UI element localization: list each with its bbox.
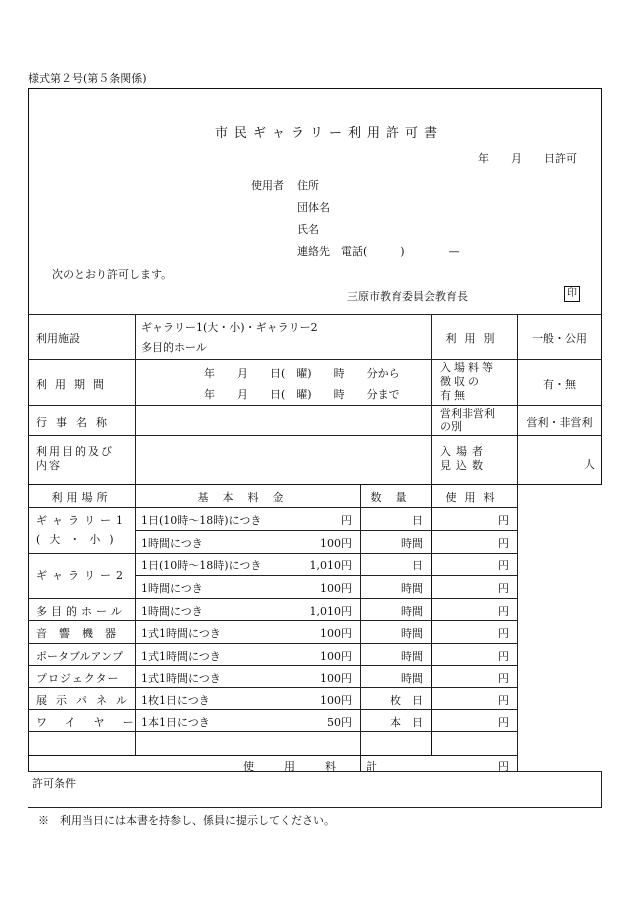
rule <box>28 507 517 508</box>
purpose-label <box>36 445 114 473</box>
rule <box>28 314 602 315</box>
row-place: ギャラリー2 <box>36 569 128 582</box>
profit-type-label-2: の別 <box>440 420 462 433</box>
seal-stamp: 印 <box>564 286 580 302</box>
row-quantity: 本 日 <box>390 716 423 729</box>
applicant-name-label: 氏名 <box>297 223 319 236</box>
row-quantity: 時間 <box>401 605 423 618</box>
rule <box>135 530 517 531</box>
row-place: ギャラリー1 <box>36 514 128 527</box>
row-fee: 円 <box>498 650 509 663</box>
rule <box>28 405 602 406</box>
row-fee: 円 <box>498 582 509 595</box>
attendance-unit: 人 <box>584 458 595 471</box>
rule <box>28 359 602 360</box>
row-basis: 1日(10時〜18時)につき <box>141 514 262 527</box>
profit-type-label-1: 営利非営利 <box>440 407 495 420</box>
row-fee: 円 <box>498 627 509 640</box>
row-price: 円 <box>341 514 352 527</box>
row-quantity: 日 <box>412 559 423 572</box>
row-quantity: 日 <box>412 514 423 527</box>
row-price: 1,010円 <box>309 559 352 572</box>
row-fee: 円 <box>498 537 509 550</box>
rule <box>28 553 517 554</box>
row-price: 50円 <box>327 716 352 729</box>
document-title: 市民ギャラリー利用許可書 <box>215 126 444 141</box>
row-basis: 1枚1日につき <box>141 694 210 707</box>
rule <box>28 755 432 756</box>
fee-collection-label-3: 有無 <box>440 389 468 402</box>
row-quantity: 時間 <box>401 672 423 685</box>
total-label: 使用料計 <box>243 760 407 773</box>
conditions-label: 許可条件 <box>32 777 76 790</box>
fee-collection-label-2: 徴収の <box>440 375 482 388</box>
row-place: ワイヤー <box>36 716 152 729</box>
period-to: 年 月 日( 曜) 時 分まで <box>204 388 400 401</box>
row-place: プロジェクター <box>36 672 120 685</box>
facility-options-line2: 多目的ホール <box>141 341 207 354</box>
facility-label <box>36 330 128 346</box>
attendance-label <box>440 445 488 473</box>
facility-label-text: 利用施設 <box>36 332 80 345</box>
row-place: ポータブルアンプ <box>36 650 124 663</box>
issuer-name: 三原市教育委員会教育長 <box>347 290 468 303</box>
rule <box>28 807 602 808</box>
row-place: 展示パネル <box>36 694 136 707</box>
rule <box>135 575 517 576</box>
row-basis: 1本1日につき <box>141 716 210 729</box>
purpose-label-2: 内容 <box>36 459 62 472</box>
row-basis: 1時間につき <box>141 605 203 618</box>
row-price: 1,010円 <box>309 605 352 618</box>
header-quantity: 数量 <box>370 491 421 504</box>
rule <box>28 731 517 732</box>
row-price: 100円 <box>320 582 352 595</box>
rule <box>601 771 602 807</box>
row-quantity: 時間 <box>401 582 423 595</box>
permit-statement: 次のとおり許可します。 <box>52 268 173 281</box>
profit-type-value: 営利・非営利 <box>526 416 593 429</box>
attendance-label-2: 見込数 <box>440 459 488 472</box>
row-fee: 円 <box>498 672 509 685</box>
applicant-group-label: 団体名 <box>297 201 330 214</box>
row-basis: 1式1時間につき <box>141 650 221 663</box>
row-place: 音響機器 <box>36 627 128 640</box>
row-basis: 1時間につき <box>141 537 203 550</box>
row-price: 100円 <box>320 627 352 640</box>
fee-collection-value: 有・無 <box>543 378 576 391</box>
row-fee: 円 <box>498 694 509 707</box>
applicant-address-label: 住所 <box>297 179 319 192</box>
rule <box>517 485 518 771</box>
rule <box>28 598 517 599</box>
period-label: 利用期間 <box>36 378 112 391</box>
attendance-label-1: 入場者 <box>440 445 488 458</box>
applicant-contact-label: 連絡先 電話( ) — <box>297 245 460 258</box>
row-quantity: 時間 <box>401 537 423 550</box>
applicant-label: 使用者 <box>251 179 284 192</box>
row-fee: 円 <box>498 559 509 572</box>
usage-type-label: 利用別 <box>445 332 503 345</box>
footnote: ※ 利用当日には本書を持参し、係員に提示してください。 <box>38 814 335 827</box>
purpose-label-1: 利用目的及び <box>36 445 114 458</box>
rule <box>28 709 517 710</box>
period-from: 年 月 日( 曜) 時 分から <box>204 367 400 380</box>
header-basic-fee: 基本料金 <box>197 491 298 504</box>
facility-options-line1: ギャラリー1(大・小)・ギャラリー2 <box>141 321 318 334</box>
total-fee: 円 <box>498 760 509 773</box>
row-quantity: 枚 日 <box>390 694 423 707</box>
permit-date: 年 月 日許可 <box>478 152 577 165</box>
row-quantity: 時間 <box>401 627 423 640</box>
row-price: 100円 <box>320 650 352 663</box>
row-place: (大・小) <box>36 533 123 546</box>
row-price: 100円 <box>320 672 352 685</box>
row-price: 100円 <box>320 537 352 550</box>
rule <box>431 755 517 756</box>
rule <box>28 435 602 436</box>
row-basis: 1日(10時〜18時)につき <box>141 559 262 572</box>
fee-collection-label <box>440 361 496 403</box>
rule <box>135 314 136 485</box>
row-quantity: 時間 <box>401 650 423 663</box>
header-place: 利用場所 <box>51 491 112 504</box>
usage-type-value: 一般・公用 <box>532 332 587 345</box>
rule <box>28 485 29 771</box>
row-basis: 1式1時間につき <box>141 627 221 640</box>
form-number: 様式第２号(第５条関係) <box>28 72 147 85</box>
profit-type-label <box>440 407 495 433</box>
rule <box>28 620 517 621</box>
row-fee: 円 <box>498 514 509 527</box>
rule <box>28 665 517 666</box>
event-name-label: 行事名称 <box>36 416 116 429</box>
rule <box>28 643 517 644</box>
fee-collection-label-1: 入場料等 <box>440 361 496 374</box>
row-fee: 円 <box>498 605 509 618</box>
row-price: 100円 <box>320 694 352 707</box>
row-place: 多目的ホール <box>36 605 126 618</box>
row-basis: 1時間につき <box>141 582 203 595</box>
header-usage-fee: 使用料 <box>445 491 503 504</box>
row-basis: 1式1時間につき <box>141 672 221 685</box>
row-fee: 円 <box>498 716 509 729</box>
rule <box>28 687 517 688</box>
